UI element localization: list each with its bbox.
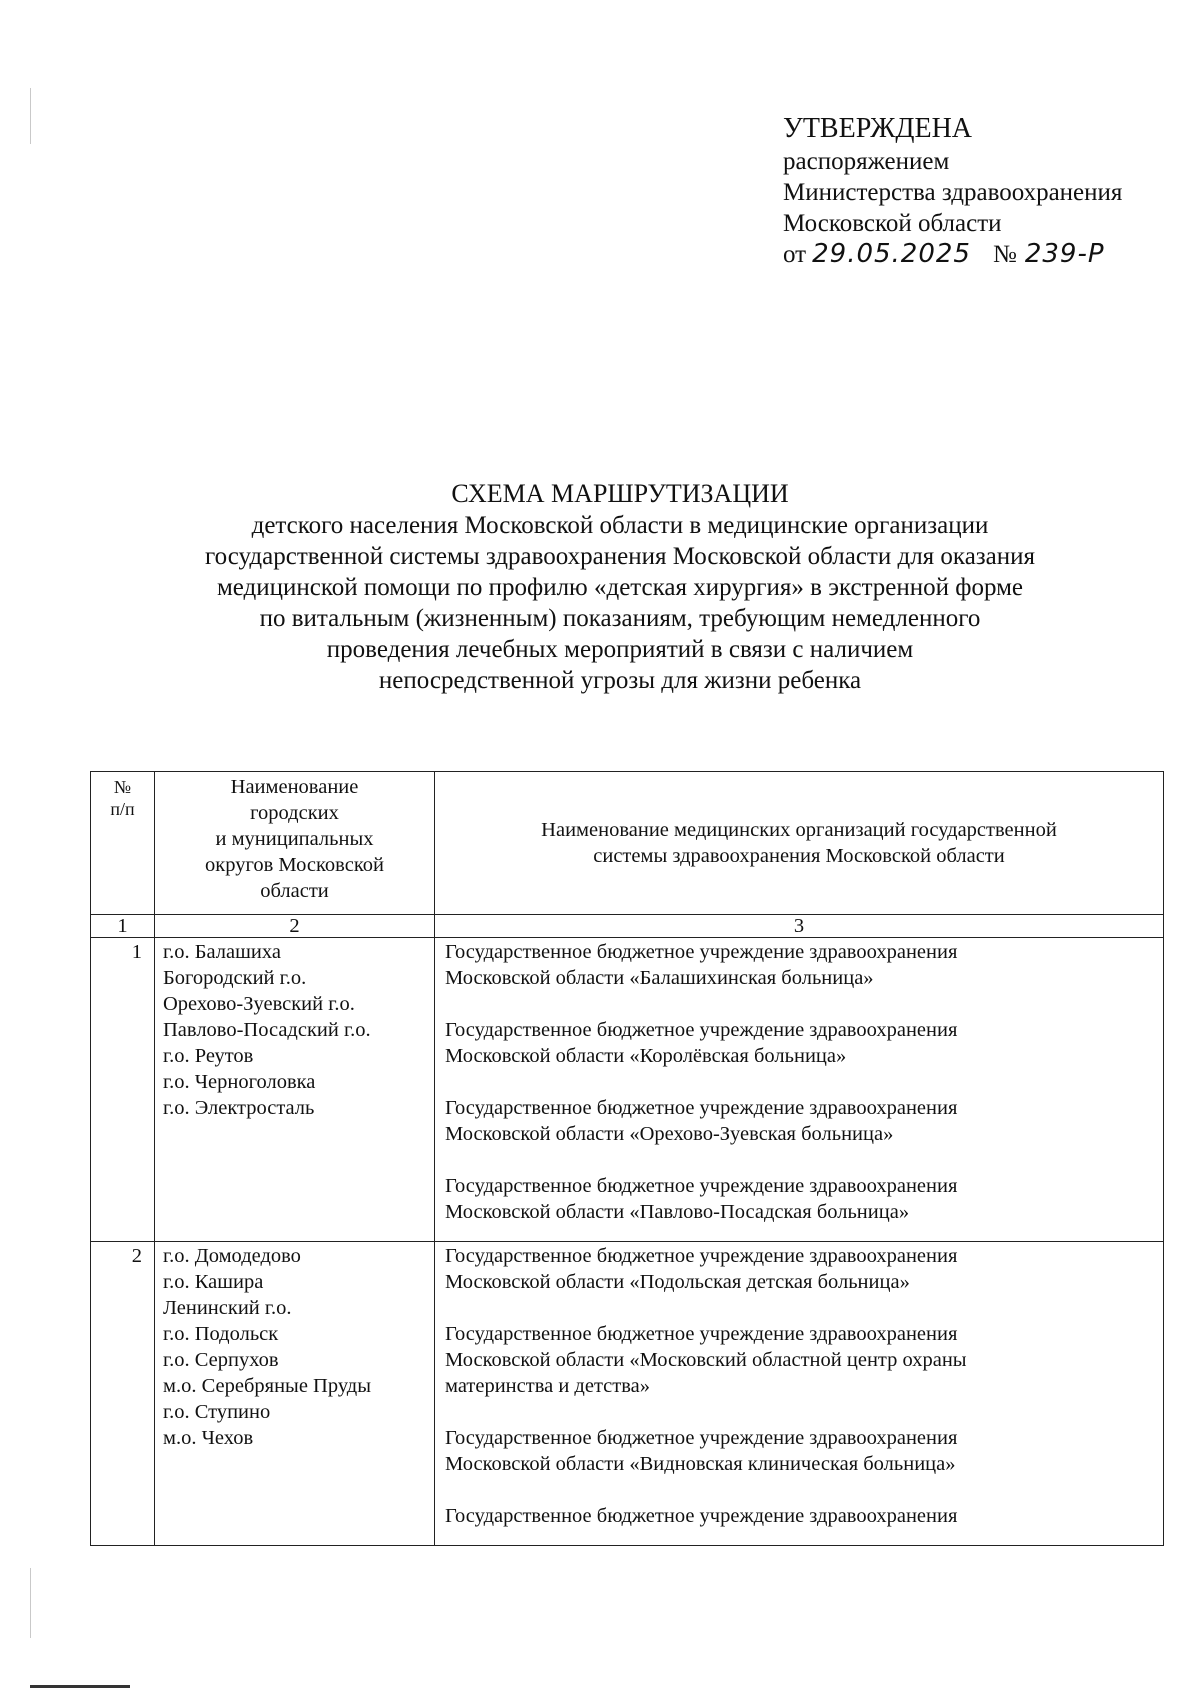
header-region-line: области: [260, 880, 329, 902]
table-body: [91, 938, 1164, 1546]
region-item: г.о. Ступино: [163, 1401, 271, 1423]
organization-line: материнства и детства»: [445, 1375, 650, 1397]
document-subtitle: [120, 510, 1120, 696]
row-number: 1: [91, 938, 155, 1242]
number-prefix: №: [992, 241, 1017, 268]
subtitle-line: медицинской помощи по профилю «детская хирургия» в экстренной форме: [216, 574, 1024, 601]
organization-entry: [445, 1017, 1163, 1069]
region-item: Богородский г.о.: [163, 967, 307, 989]
table-row: [91, 938, 1164, 1242]
organization-entry: [445, 939, 1163, 991]
organization-entry: [445, 1173, 1163, 1225]
region-item: г.о. Подольск: [163, 1323, 279, 1345]
organization-list: [435, 938, 1164, 1242]
header-region: [155, 772, 435, 915]
region-item: г.о. Черноголовка: [163, 1071, 316, 1093]
document-title: СХЕМА МАРШРУТИЗАЦИИ: [451, 479, 789, 508]
organization-list: [435, 1242, 1164, 1546]
region-item: м.о. Чехов: [163, 1427, 254, 1449]
subtitle-line: проведения лечебных мероприятий в связи с наличием: [326, 636, 914, 663]
subtitle-line: непосредственной угрозы для жизни ребенка: [378, 667, 862, 694]
organization-line: Московской области «Московский областной центр охраны: [445, 1349, 967, 1371]
header-org-line: системы здравоохранения Московской области: [593, 845, 1005, 867]
organization-line: Московской области «Павлово-Посадская больница»: [445, 1201, 910, 1223]
subtitle-line: государственной системы здравоохранения Московской области для оказания: [204, 543, 1036, 570]
organization-line: Московской области «Орехово-Зуевская больница»: [445, 1123, 894, 1145]
region-item: г.о. Реутов: [163, 1045, 254, 1067]
column-index: 2: [155, 915, 435, 938]
scan-edge-mark: [30, 88, 31, 144]
column-index: 3: [435, 915, 1164, 938]
table-header-row: [91, 772, 1164, 915]
header-num: [91, 772, 155, 915]
document-title-block: [120, 478, 1120, 696]
header-organization: [435, 772, 1164, 915]
organization-entry: [445, 1425, 1163, 1477]
region-item: г.о. Серпухов: [163, 1349, 279, 1371]
scan-edge-mark: [30, 1568, 31, 1638]
header-region-line: городских: [250, 802, 339, 824]
region-item: г.о. Кашира: [163, 1271, 264, 1293]
region-list: [155, 938, 435, 1242]
approval-line: распоряжением: [783, 148, 950, 175]
header-region-line: Наименование: [230, 776, 359, 798]
organization-entry: [445, 1243, 1163, 1295]
organization-line: Московской области «Балашихинская больница»: [445, 967, 874, 989]
organization-line: Государственное бюджетное учреждение здравоохранения: [445, 1323, 958, 1345]
approval-heading: УТВЕРЖДЕНА: [783, 113, 973, 144]
handwritten-number: 239-Р: [1024, 239, 1105, 269]
approval-line: Московской области: [783, 210, 1002, 237]
handwritten-date: 29.05.2025: [812, 239, 971, 269]
subtitle-line: детского населения Московской области в медицинские организации: [251, 512, 989, 539]
organization-line: Государственное бюджетное учреждение здравоохранения: [445, 1505, 958, 1527]
organization-line: Государственное бюджетное учреждение здравоохранения: [445, 941, 958, 963]
organization-entry: [445, 1321, 1163, 1399]
region-item: Ленинский г.о.: [163, 1297, 292, 1319]
organization-line: Государственное бюджетное учреждение здравоохранения: [445, 1175, 958, 1197]
table-row: [91, 1242, 1164, 1546]
subtitle-line: по витальным (жизненным) показаниям, требующим немедленного: [259, 605, 981, 632]
header-region-line: округов Московской: [205, 854, 384, 876]
header-num-line: №: [113, 777, 132, 797]
organization-line: Московской области «Королёвская больница»: [445, 1045, 847, 1067]
organization-line: Государственное бюджетное учреждение здравоохранения: [445, 1097, 958, 1119]
organization-line: Московской области «Видновская клиническая больница»: [445, 1453, 956, 1475]
organization-line: Государственное бюджетное учреждение здравоохранения: [445, 1245, 958, 1267]
organization-line: Московской области «Подольская детская больница»: [445, 1271, 910, 1293]
header-region-line: и муниципальных: [215, 828, 374, 850]
region-list: [155, 1242, 435, 1546]
date-prefix: от: [783, 241, 807, 268]
region-item: м.о. Серебряные Пруды: [163, 1375, 371, 1397]
header-org-line: Наименование медицинских организаций государственной: [541, 819, 1057, 841]
organization-line: Государственное бюджетное учреждение здравоохранения: [445, 1019, 958, 1041]
scan-bottom-mark: [30, 1685, 130, 1688]
approval-date-line: [783, 239, 1122, 270]
region-item: г.о. Электросталь: [163, 1097, 315, 1119]
routing-table: [90, 771, 1164, 1546]
region-item: Павлово-Посадский г.о.: [163, 1019, 371, 1041]
approval-line: Министерства здравоохранения: [783, 179, 1123, 206]
organization-line: Государственное бюджетное учреждение здравоохранения: [445, 1427, 958, 1449]
column-index: 1: [91, 915, 155, 938]
region-item: г.о. Балашиха: [163, 941, 281, 963]
region-item: Орехово-Зуевский г.о.: [163, 993, 355, 1015]
header-num-line: п/п: [110, 799, 135, 819]
column-index-row: [91, 915, 1164, 938]
row-number: 2: [91, 1242, 155, 1546]
approval-stamp-block: [783, 112, 1122, 270]
organization-entry: [445, 1095, 1163, 1147]
region-item: г.о. Домодедово: [163, 1245, 301, 1267]
organization-entry: [445, 1503, 1163, 1529]
